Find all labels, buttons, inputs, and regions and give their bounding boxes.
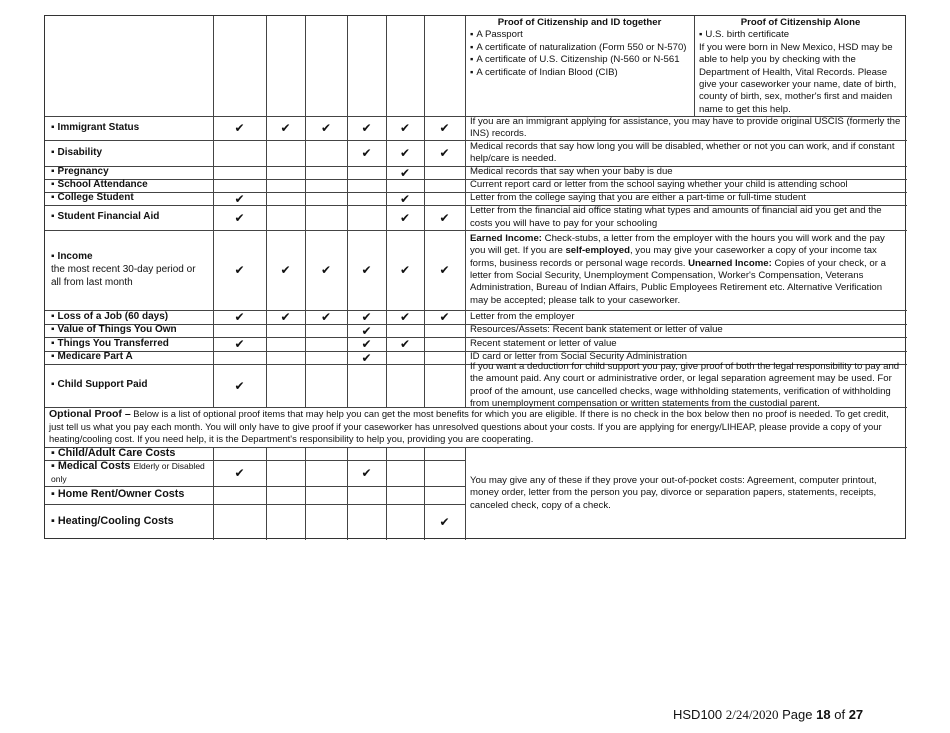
row-description — [465, 324, 907, 337]
label-text: ▪ Medical Costs — [51, 460, 130, 472]
label-text: ▪ Home Rent/Owner Costs — [51, 488, 184, 500]
list-item: ▪ U.S. birth certificate — [699, 29, 902, 41]
row-label-text — [51, 166, 109, 179]
row-label — [45, 140, 213, 166]
check-mark: ✔ — [234, 310, 245, 324]
description-text: Current report card or letter from the school saying whether your child is attending school — [470, 179, 848, 191]
form-number: HSD100 — [673, 707, 723, 722]
row-label — [45, 179, 213, 192]
label-text: ▪ Heating/Cooling Costs — [51, 515, 174, 527]
optional-body: Below is a list of optional proof items that may help you can get the most benefits for which you are eligible. If there is no check in the box below then no proof is needed. To get credit, just tell us what you pay each month. You will only have to give proof if your caseworker has unresolved questions about your costs. If you are applying for energy/LIHEAP, please provide a copy of your heating/cooling cost. If you need help, it is the Department's responsibility to help you, providing you are cooperating. — [49, 408, 889, 445]
check-mark: ✔ — [234, 210, 245, 225]
row-description — [465, 310, 907, 324]
row-description — [465, 205, 907, 230]
check-mark: ✔ — [280, 310, 291, 324]
optional-row-label — [45, 460, 213, 486]
form-date: 2/24/2020 — [725, 707, 779, 722]
together-title: Proof of Citizenship and ID together — [497, 17, 662, 28]
row-label — [45, 351, 213, 364]
row-description — [465, 140, 907, 166]
check-mark: ✔ — [361, 350, 372, 365]
page-number: 18 — [816, 707, 831, 722]
check-mark: ✔ — [361, 146, 372, 160]
label-text: ▪ Income — [51, 251, 93, 262]
label-text: ▪ Pregnancy — [51, 166, 109, 177]
row-description — [465, 192, 907, 205]
label-text: ▪ College Student — [51, 192, 134, 203]
optional-proof-note — [45, 407, 907, 447]
check-mark: ✔ — [361, 310, 372, 324]
description-text: ID card or letter from Social Security Administration — [470, 351, 688, 363]
row-description — [465, 360, 907, 409]
optional-title: Optional Proof – — [49, 408, 131, 421]
row-label-text — [51, 251, 207, 290]
grid-line — [305, 16, 306, 407]
grid-line — [266, 16, 267, 407]
label-text: ▪ Disability — [51, 147, 102, 158]
verification-table — [44, 15, 906, 539]
row-label — [45, 116, 213, 140]
list-item: ▪ A certificate of naturalization (Form 550 or N-570) — [470, 42, 689, 54]
row-label-text — [51, 460, 207, 486]
row-label-text — [51, 147, 102, 160]
check-mark: ✔ — [320, 121, 332, 135]
check-mark: ✔ — [439, 310, 450, 324]
label-text: ▪ Medicare Part A — [51, 351, 133, 362]
page-footer — [673, 707, 863, 723]
label-text: ▪ Loss of a Job (60 days) — [51, 311, 168, 322]
row-label — [45, 166, 213, 179]
check-mark: ✔ — [320, 263, 332, 277]
check-mark: ✔ — [399, 121, 411, 135]
row-label-text — [51, 324, 177, 337]
description-text: If you want a deduction for child support you pay, give proof of both the legal responsibility to pay and the amount paid. Any court or administrative order, or legal separation agreement may be used. For proof of the amount, use cancelled checks, wage withholding statements, verification of withholding from unemployment compensation or written statements from the custodial parent. — [470, 360, 900, 409]
description-text: Resources/Assets: Recent bank statement or letter of value — [470, 324, 723, 336]
row-label-text — [51, 311, 168, 324]
check-mark: ✔ — [234, 263, 245, 277]
description-part: Unearned Income: — [688, 257, 772, 269]
row-description — [465, 230, 907, 310]
row-label-text — [51, 379, 148, 392]
page-of: of — [834, 707, 846, 722]
description-part: Check-stubs, a letter from the employer with the hours you will work and the pay you will get. If you are — [470, 232, 885, 257]
check-mark: ✔ — [439, 121, 450, 135]
citizenship-alone — [694, 16, 907, 116]
row-label — [45, 205, 213, 230]
description-text: Letter from the college saying that you are either a part-time or full-time student — [470, 192, 806, 204]
alone-title: Proof of Citizenship Alone — [740, 17, 861, 28]
list-item: ▪ A certificate of U.S. Citizenship (N-560 or N-561 — [470, 54, 689, 66]
check-mark: ✔ — [280, 263, 291, 277]
alone-list — [699, 29, 902, 41]
check-mark: ✔ — [439, 263, 450, 277]
row-description — [465, 166, 907, 179]
together-list — [470, 29, 689, 79]
description-text: If you are an immigrant applying for assistance, you may have to provide original USCIS (formerly the INS) records. — [470, 115, 901, 139]
label-text: ▪ Child Support Paid — [51, 379, 148, 390]
check-mark: ✔ — [234, 466, 245, 480]
label-text: ▪ Immigrant Status — [51, 122, 139, 133]
row-label-text — [51, 351, 133, 364]
description-text: You may give any of these if they prove your out-of-pocket costs: Agreement, computer printout, money order, letter from the person you pay, divorce or separation papers, statements, receipts, canceled check, copy of a check. — [470, 474, 877, 511]
row-description — [465, 179, 907, 192]
sublabel: the most recent 30-day period or all from last month — [51, 264, 196, 288]
description-part: Earned Income: — [470, 232, 542, 244]
check-mark: ✔ — [234, 337, 245, 351]
optional-text — [49, 408, 903, 446]
check-mark: ✔ — [361, 121, 372, 135]
description-text: Letter from the financial aid office stating what types and amounts of financial aid you get and the costs you will have to pay for your schooling — [470, 205, 882, 229]
check-mark: ✔ — [439, 146, 450, 160]
optional-description — [465, 447, 907, 540]
citizenship-together — [465, 16, 694, 116]
description-part: self-employed — [565, 245, 630, 257]
row-label-text — [51, 192, 134, 205]
check-mark: ✔ — [399, 210, 411, 225]
row-label — [45, 337, 213, 351]
optional-row-label — [45, 486, 213, 504]
check-mark: ✔ — [399, 146, 411, 160]
label-text: ▪ Child/Adult Care Costs — [51, 447, 175, 459]
check-mark: ✔ — [361, 323, 372, 338]
check-mark: ✔ — [361, 466, 372, 480]
check-mark: ✔ — [399, 165, 411, 180]
row-label — [45, 364, 213, 407]
row-label — [45, 310, 213, 324]
check-mark: ✔ — [234, 121, 245, 135]
list-item: ▪ A Passport — [470, 29, 689, 41]
row-label-text — [51, 211, 159, 224]
label-text: ▪ Value of Things You Own — [51, 324, 177, 335]
row-description — [465, 116, 907, 140]
description-part: Copies of your check, or a letter from Social Security, Unemployment Compensation, Worker's Compensation, Veterans Administration, Bureau of Indian Affairs, Public Employees Retirement etc. Alternative Verification may be accepted; please talk to your caseworker. — [470, 257, 886, 306]
check-mark: ✔ — [439, 210, 450, 225]
description-text: Recent statement or letter of value — [470, 337, 617, 349]
check-mark: ✔ — [280, 121, 291, 135]
description-part: , you may give your caseworker a copy of your income tax forms, business records or personal wage records. — [470, 245, 877, 269]
row-label-text — [51, 122, 139, 135]
check-mark: ✔ — [320, 310, 332, 324]
check-mark: ✔ — [234, 378, 245, 393]
row-label-text — [51, 515, 174, 529]
page-word: Page — [782, 707, 813, 722]
check-mark: ✔ — [399, 191, 411, 206]
row-label-text — [51, 447, 175, 461]
check-mark: ✔ — [361, 337, 372, 351]
row-label-text — [51, 488, 184, 502]
row-description — [465, 337, 907, 351]
label-note: Elderly or Disabled only — [51, 461, 205, 484]
description-text: Medical records that say when your baby is due — [470, 166, 673, 178]
description-text: Letter from the employer — [470, 310, 575, 322]
row-label — [45, 192, 213, 205]
alone-text: If you were born in New Mexico, HSD may be able to help you by checking with the Department of Health, Vital Records. Please give your caseworker your name, date of birth, county of birth, sex, mother's first and maiden name to get this help. — [699, 41, 897, 115]
check-mark: ✔ — [234, 191, 245, 206]
row-label — [45, 230, 213, 310]
row-label — [45, 324, 213, 337]
check-mark: ✔ — [361, 263, 372, 277]
check-mark: ✔ — [399, 263, 411, 277]
page-total: 27 — [848, 707, 864, 722]
row-label-text — [51, 179, 148, 192]
row-label-text — [51, 338, 169, 351]
description-text: Medical records that say how long you will be disabled, whether or not you can work, and if constant help/care is needed. — [470, 140, 895, 164]
label-text: ▪ Student Financial Aid — [51, 211, 159, 222]
check-mark: ✔ — [399, 310, 411, 324]
list-item: ▪ A certificate of Indian Blood (CIB) — [470, 67, 689, 79]
optional-row-label — [45, 504, 213, 540]
label-text: ▪ Things You Transferred — [51, 338, 169, 349]
check-mark: ✔ — [399, 337, 411, 351]
label-text: ▪ School Attendance — [51, 179, 148, 190]
description-text — [470, 233, 902, 307]
check-mark: ✔ — [439, 515, 450, 529]
optional-row-label — [45, 447, 213, 460]
